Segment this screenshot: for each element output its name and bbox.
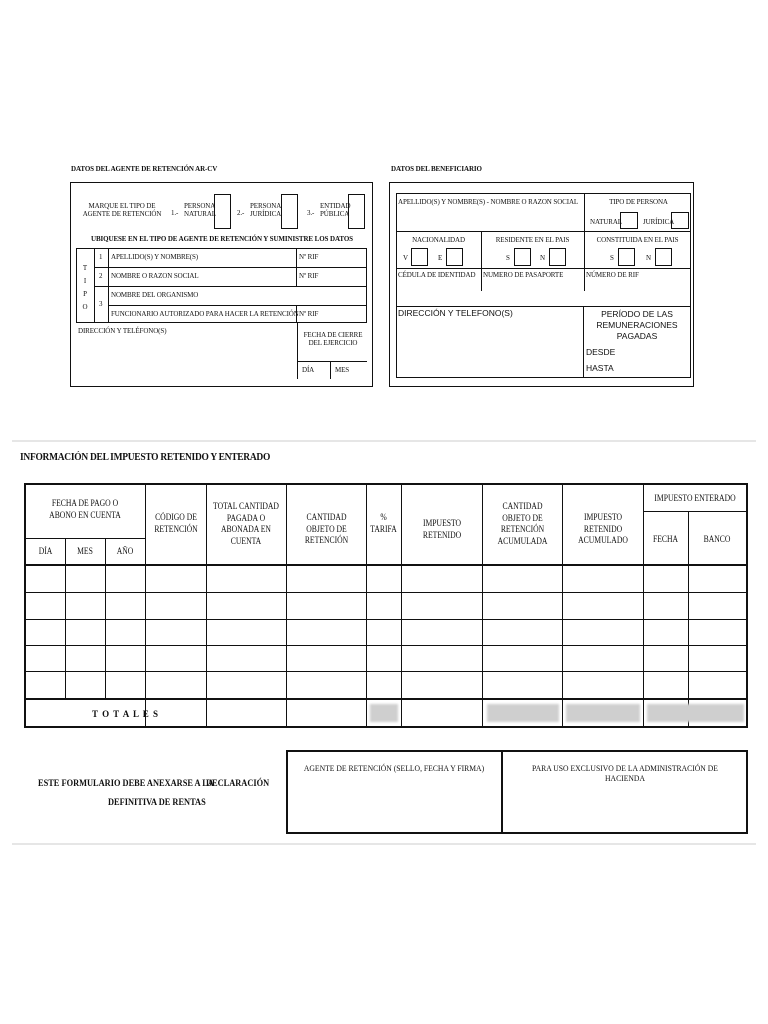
admin-use-label: PARA USO EXCLUSIVO DE LA ADMINISTRACIÓN DE HACIENDA xyxy=(532,763,718,783)
tipo-vertical-label: T I P O xyxy=(82,264,88,311)
natural-checkbox[interactable] xyxy=(620,212,638,229)
v-label: V xyxy=(403,254,408,262)
col-payment-date-header: FECHA DE PAGO O ABONO EN CUENTA xyxy=(49,498,121,520)
col-date-header: FECHA xyxy=(652,534,679,544)
footer-note-line1: ESTE FORMULARIO DEBE ANEXARSE A LA xyxy=(38,779,214,789)
resident-n-label: N xyxy=(540,254,545,262)
beneficiary-address-label: DIRECCIÓN Y TELEFONO(S) xyxy=(398,308,513,318)
tax-paid-total-shaded xyxy=(647,704,744,722)
col-day-header: DÍA xyxy=(38,546,53,556)
col-rate-header: % TARIFA xyxy=(370,512,397,534)
col-year-header: AÑO xyxy=(116,546,134,556)
juridica-checkbox[interactable] xyxy=(671,212,689,229)
constituted-yes-checkbox[interactable] xyxy=(618,248,635,266)
constituted-no-checkbox[interactable] xyxy=(655,248,672,266)
col-amount-object-header: CANTIDAD OBJETO DE RETENCIÓN xyxy=(304,512,349,546)
row-3b-rif-label: Nº RIF xyxy=(299,310,319,318)
agent-section-title: DATOS DEL AGENTE DE RETENCIÓN AR-CV xyxy=(71,165,218,173)
option-publica-label: ENTIDAD PÚBLICA xyxy=(320,202,351,218)
constituted-n-label: N xyxy=(646,254,651,262)
agent-type-prompt: MARQUE EL TIPO DE AGENTE DE RETENCIÓN xyxy=(82,202,162,218)
rif-number-label: NÚMERO DE RIF xyxy=(586,271,639,279)
cumulative-tax-total-shaded xyxy=(566,704,640,722)
beneficiary-section-title: DATOS DEL BENEFICIARIO xyxy=(391,165,482,173)
col-total-paid-header: TOTAL CANTIDAD PAGADA O ABONADA EN CUENTA xyxy=(213,501,279,547)
resident-s-label: S xyxy=(506,254,510,262)
col-tax-withheld-header: IMPUESTO RETENIDO xyxy=(422,518,462,540)
venezuelan-checkbox[interactable] xyxy=(411,248,428,266)
cumulative-object-total-shaded xyxy=(487,704,559,722)
period-from-label: DESDE xyxy=(586,347,616,357)
tax-info-title: INFORMACIÓN DEL IMPUESTO RETENIDO Y ENTERADO xyxy=(20,452,271,463)
footer-note-declaracion: DECLARACIÓN xyxy=(206,779,270,789)
resident-label: RESIDENTE EN EL PAIS xyxy=(495,236,570,244)
payment-period-label: PERÍODO DE LAS REMUNERACIONES PAGADAS xyxy=(596,309,678,342)
nationality-label: NACIONALIDAD xyxy=(412,236,465,244)
row-3a-label: NOMBRE DEL ORGANISMO xyxy=(111,291,199,299)
foreign-checkbox[interactable] xyxy=(446,248,463,266)
locate-instruction: UBIQUESE EN EL TIPO DE AGENTE DE RETENCIÓN Y SUMINISTRE LOS DATOS xyxy=(91,235,353,243)
footer-note-line2: DEFINITIVA DE RENTAS xyxy=(108,798,206,808)
agent-signature-label: AGENTE DE RETENCIÓN (SELLO, FECHA Y FIRMA) xyxy=(303,763,485,773)
row-2-label: NOMBRE O RAZON SOCIAL xyxy=(111,272,199,280)
public-entity-checkbox[interactable] xyxy=(348,194,365,229)
col-cumulative-tax-header: IMPUESTO RETENIDO ACUMULADO xyxy=(578,512,628,546)
option-1-number: 1.- xyxy=(171,209,179,217)
row-3b-label: FUNCIONARIO AUTORIZADO PARA HACER LA RETENCIÓN xyxy=(111,310,299,318)
option-natural-label: PERSONA NATURAL xyxy=(184,202,216,218)
period-to-label: HASTA xyxy=(586,363,614,373)
section-divider xyxy=(12,440,756,442)
constituted-s-label: S xyxy=(610,254,614,262)
id-number-label: CÉDULA DE IDENTIDAD xyxy=(398,271,476,279)
passport-label: NUMERO DE PASAPORTE xyxy=(483,271,564,279)
option-juridica-label: PERSONA JURÍDICA xyxy=(250,202,282,218)
row-1-rif-label: Nº RIF xyxy=(299,253,319,261)
rate-total-shaded xyxy=(370,704,398,722)
totals-label: T O T A L E S xyxy=(92,709,160,719)
resident-no-checkbox[interactable] xyxy=(549,248,566,266)
option-2-number: 2.- xyxy=(237,209,245,217)
close-month-label: MES xyxy=(335,366,350,374)
row-1-label: APELLIDO(S) Y NOMBRE(S) xyxy=(111,253,199,261)
row-2-rif-label: Nº RIF xyxy=(299,272,319,280)
row-3-number: 3 xyxy=(99,300,103,308)
resident-yes-checkbox[interactable] xyxy=(514,248,531,266)
constituted-label: CONSTITUIDA EN EL PAIS xyxy=(596,236,679,244)
col-month-header: MES xyxy=(77,546,93,556)
person-type-label: TIPO DE PERSONA xyxy=(609,198,668,206)
option-3-number: 3.- xyxy=(307,209,315,217)
e-label: E xyxy=(438,254,443,262)
col-tax-paid-header: IMPUESTO ENTERADO xyxy=(654,493,736,503)
natural-label: NATURAL xyxy=(590,218,622,226)
beneficiary-name-label: APELLIDO(S) Y NOMBRE(S) - NOMBRE O RAZON SOCIAL xyxy=(398,198,579,206)
row-1-number: 1 xyxy=(99,253,103,261)
col-code-header: CÓDIGO DE RETENCIÓN xyxy=(154,512,198,534)
col-cumulative-object-header: CANTIDAD OBJETO DE RETENCIÓN ACUMULADA xyxy=(497,501,548,547)
natural-person-checkbox[interactable] xyxy=(214,194,231,229)
fiscal-close-date-label: FECHA DE CIERRE DEL EJERCICIO xyxy=(303,331,363,347)
col-bank-header: BANCO xyxy=(703,534,731,544)
legal-person-checkbox[interactable] xyxy=(281,194,298,229)
agent-address-label: DIRECCIÓN Y TELÉFONO(S) xyxy=(78,327,167,335)
juridica-label: JURÍDICA xyxy=(643,218,675,226)
row-2-number: 2 xyxy=(99,272,103,280)
bottom-divider xyxy=(12,843,756,845)
close-day-label: DÍA xyxy=(302,366,315,374)
